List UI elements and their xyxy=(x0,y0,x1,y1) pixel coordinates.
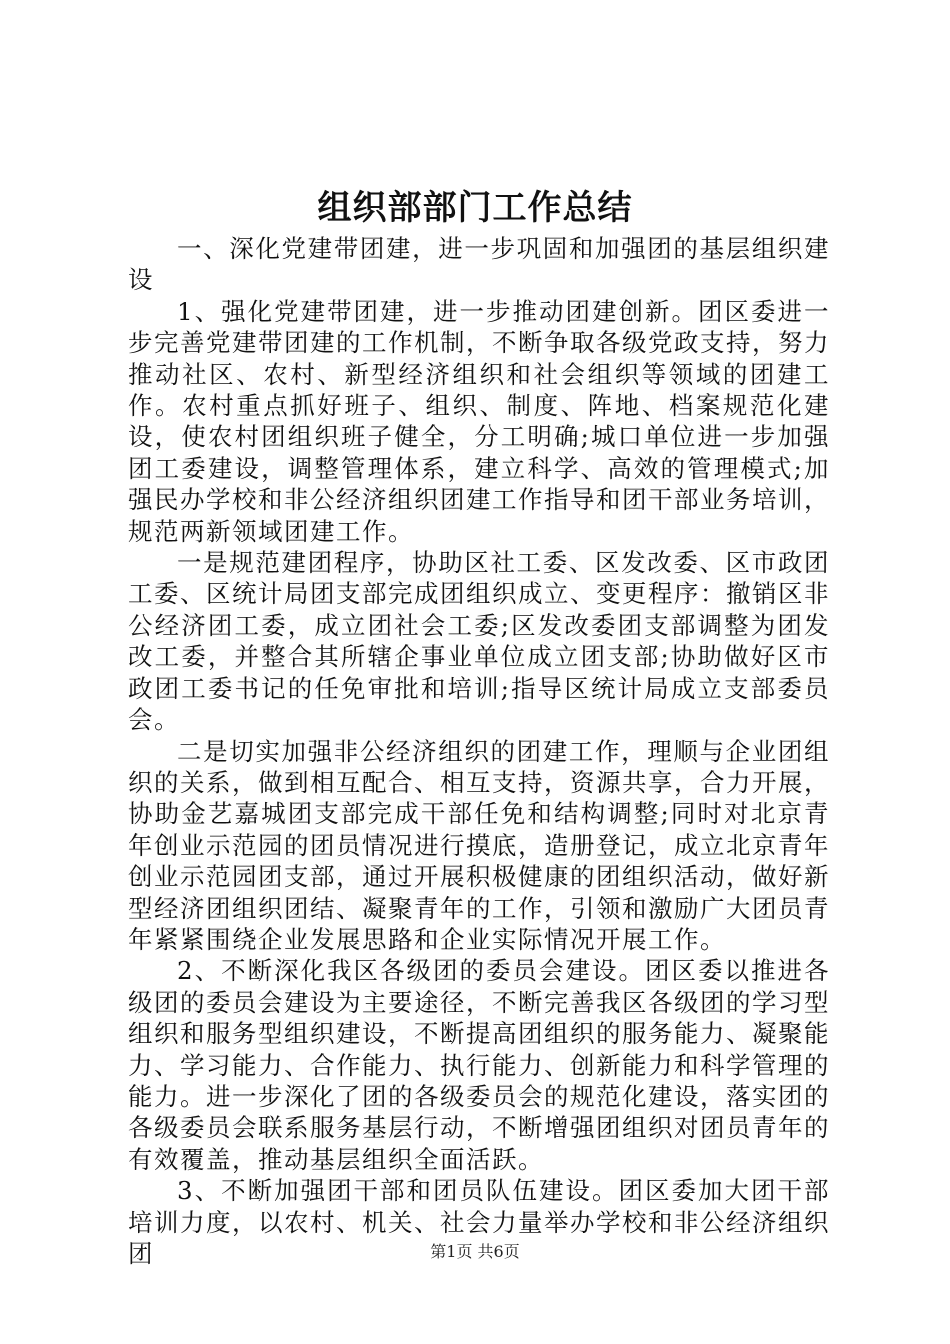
paragraph-section-heading: 一、深化党建带团建，进一步巩固和加强团的基层组织建设 xyxy=(128,234,830,295)
page-footer: 第1页 共6页 xyxy=(430,1242,520,1261)
paragraph-point-1: 一是规范建团程序，协助区社工委、区发改委、区市政团工委、区统计局团支部完成团组织成立、变更程序：撤销区非公经济团工委，成立团社会工委;区发改委团支部调整为团发改工委，并整合其所辖企事业单位成立团支部;协助做好区市政团工委书记的任免审批和培训;指导区统计局成立支部委员会。 xyxy=(128,548,830,735)
paragraph-item-1: 1、强化党建带团建，进一步推动团建创新。团区委进一步完善党建带团建的工作机制，不断争取各级党政支持，努力推动社区、农村、新型经济组织和社会组织等领域的团建工作。农村重点抓好班子、组织、制度、阵地、档案规范化建设，使农村团组织班子健全，分工明确;城口单位进一步加强团工委建设，调整管理体系，建立科学、高效的管理模式;加强民办学校和非公经济组织团建工作指导和团干部业务培训，规范两新领域团建工作。 xyxy=(128,296,830,546)
document-body xyxy=(128,233,830,1269)
paragraph-item-2: 2、不断深化我区各级团的委员会建设。团区委以推进各级团的委员会建设为主要途径，不断完善我区各级团的学习型组织和服务型组织建设，不断提高团组织的服务能力、凝聚能力、学习能力、合作能力、执行能力、创新能力和科学管理的能力。进一步深化了团的各级委员会的规范化建设，落实团的各级委员会联系服务基层行动，不断增强团组织对团员青年的有效覆盖，推动基层组织全面活跃。 xyxy=(128,956,830,1174)
paragraph-item-3: 3、不断加强团干部和团员队伍建设。团区委加大团干部培训力度，以农村、机关、社会力量举办学校和非公经济组织团 xyxy=(128,1176,830,1268)
document-title: 组织部部门工作总结 xyxy=(317,188,633,228)
paragraph-point-2: 二是切实加强非公经济组织的团建工作，理顺与企业团组织的关系，做到相互配合、相互支持，资源共享，合力开展，协助金艺嘉城团支部完成干部任免和结构调整;同时对北京青年创业示范园的团员情况进行摸底，造册登记，成立北京青年创业示范园团支部，通过开展积极健康的团组织活动，做好新型经济团组织团结、凝聚青年的工作，引领和激励广大团员青年紧紧围绕企业发展思路和企业实际情况开展工作。 xyxy=(128,736,830,954)
